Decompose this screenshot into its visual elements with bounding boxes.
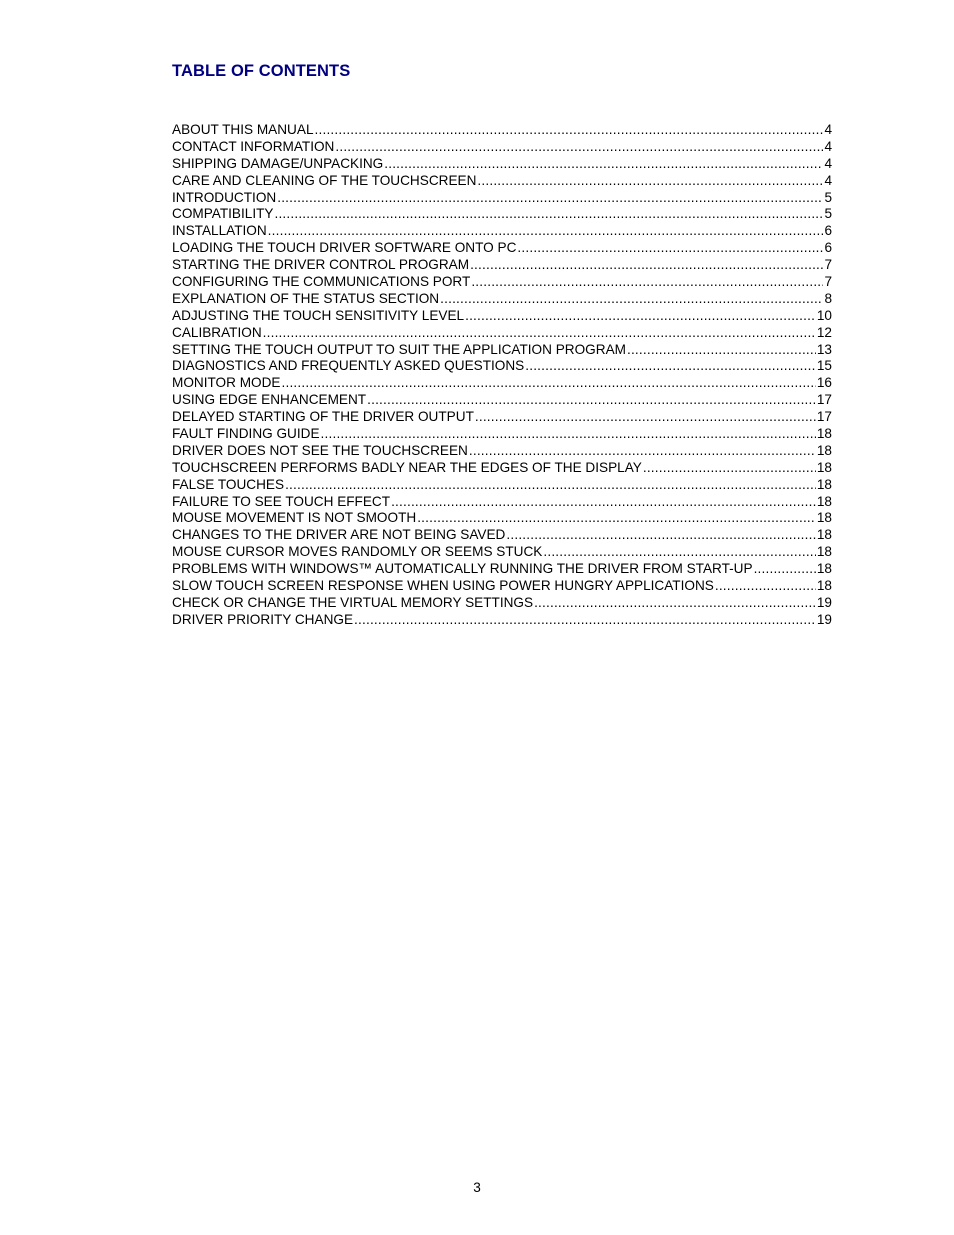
toc-leader-dots bbox=[471, 274, 823, 291]
toc-entry-title: COMPATIBILITY bbox=[172, 206, 274, 222]
toc-leader-dots bbox=[475, 409, 816, 426]
toc-entry-title: FALSE TOUCHES bbox=[172, 476, 285, 492]
toc-leader-dots bbox=[715, 578, 816, 595]
toc-entry-title: DRIVER DOES NOT SEE THE TOUCHSCREEN bbox=[172, 442, 468, 458]
toc-leader-dots bbox=[335, 139, 823, 156]
toc-entry-page: 13 bbox=[816, 341, 832, 357]
toc-entry[interactable] bbox=[172, 409, 832, 426]
toc-entry[interactable] bbox=[172, 190, 832, 207]
toc-entry-title: CONTACT INFORMATION bbox=[172, 138, 335, 154]
toc-entry-page: 18 bbox=[816, 426, 832, 442]
toc-leader-dots bbox=[517, 240, 823, 257]
toc-entry[interactable] bbox=[172, 358, 832, 375]
toc-entry[interactable] bbox=[172, 223, 832, 240]
toc-entry[interactable] bbox=[172, 122, 832, 139]
toc-leader-dots bbox=[543, 544, 816, 561]
table-of-contents bbox=[172, 122, 832, 629]
toc-entry-title: INSTALLATION bbox=[172, 223, 267, 239]
toc-entry-page: 8 bbox=[824, 290, 832, 306]
toc-entry[interactable] bbox=[172, 375, 832, 392]
toc-entry-page: 4 bbox=[824, 122, 832, 137]
toc-entry-page: 5 bbox=[824, 206, 832, 222]
toc-entry-page: 10 bbox=[816, 307, 832, 323]
toc-entry-page: 4 bbox=[824, 155, 832, 171]
toc-entry[interactable] bbox=[172, 527, 832, 544]
toc-entry[interactable] bbox=[172, 291, 832, 308]
toc-leader-dots bbox=[367, 392, 816, 409]
toc-leader-dots bbox=[534, 595, 816, 612]
toc-entry-page: 18 bbox=[816, 493, 832, 509]
toc-entry-page: 18 bbox=[816, 578, 832, 594]
toc-leader-dots bbox=[277, 190, 823, 207]
toc-leader-dots bbox=[469, 443, 816, 460]
toc-entry[interactable] bbox=[172, 156, 832, 173]
toc-entry[interactable] bbox=[172, 308, 832, 325]
toc-leader-dots bbox=[506, 527, 815, 544]
toc-leader-dots bbox=[321, 426, 816, 443]
toc-entry-title: ABOUT THIS MANUAL bbox=[172, 122, 314, 137]
toc-entry[interactable] bbox=[172, 392, 832, 409]
toc-entry-title: STARTING THE DRIVER CONTROL PROGRAM bbox=[172, 257, 470, 273]
toc-entry-title: SHIPPING DAMAGE/UNPACKING bbox=[172, 155, 384, 171]
toc-entry-title: CHANGES TO THE DRIVER ARE NOT BEING SAVED bbox=[172, 527, 506, 543]
toc-entry-title: DIAGNOSTICS AND FREQUENTLY ASKED QUESTIONS bbox=[172, 358, 525, 374]
toc-entry-title: INTRODUCTION bbox=[172, 189, 277, 205]
toc-entry-page: 6 bbox=[824, 223, 832, 239]
toc-entry-page: 17 bbox=[816, 392, 832, 408]
toc-entry[interactable] bbox=[172, 595, 832, 612]
toc-leader-dots bbox=[465, 308, 816, 325]
toc-entry[interactable] bbox=[172, 257, 832, 274]
toc-leader-dots bbox=[354, 612, 816, 629]
toc-entry-title: USING EDGE ENHANCEMENT bbox=[172, 392, 367, 408]
toc-leader-dots bbox=[391, 494, 816, 511]
toc-entry[interactable] bbox=[172, 561, 832, 578]
toc-entry[interactable] bbox=[172, 460, 832, 477]
toc-entry[interactable] bbox=[172, 443, 832, 460]
toc-entry-page: 18 bbox=[816, 459, 832, 475]
page-number: 3 bbox=[473, 1180, 481, 1195]
toc-entry[interactable] bbox=[172, 240, 832, 257]
toc-entry-page: 18 bbox=[816, 561, 832, 577]
toc-entry-title: DELAYED STARTING OF THE DRIVER OUTPUT bbox=[172, 409, 474, 425]
toc-entry-page: 5 bbox=[824, 189, 832, 205]
toc-leader-dots bbox=[470, 257, 823, 274]
toc-entry[interactable] bbox=[172, 578, 832, 595]
toc-entry-page: 19 bbox=[816, 594, 832, 610]
toc-leader-dots bbox=[627, 342, 816, 359]
toc-entry-title: MOUSE MOVEMENT IS NOT SMOOTH bbox=[172, 510, 417, 526]
toc-leader-dots bbox=[525, 358, 816, 375]
toc-entry[interactable] bbox=[172, 325, 832, 342]
toc-entry-title: FAILURE TO SEE TOUCH EFFECT bbox=[172, 493, 391, 509]
toc-entry[interactable] bbox=[172, 477, 832, 494]
toc-entry-page: 12 bbox=[816, 324, 832, 340]
toc-entry[interactable] bbox=[172, 342, 832, 359]
toc-leader-dots bbox=[268, 223, 824, 240]
toc-leader-dots bbox=[285, 477, 816, 494]
toc-leader-dots bbox=[274, 206, 823, 223]
toc-entry-title: MONITOR MODE bbox=[172, 375, 281, 391]
toc-entry-title: TOUCHSCREEN PERFORMS BADLY NEAR THE EDGES OF THE DISPLAY bbox=[172, 459, 642, 475]
toc-entry[interactable] bbox=[172, 173, 832, 190]
toc-entry-title: CARE AND CLEANING OF THE TOUCHSCREEN bbox=[172, 172, 477, 188]
toc-entry[interactable] bbox=[172, 426, 832, 443]
toc-entry-title: CHECK OR CHANGE THE VIRTUAL MEMORY SETTINGS bbox=[172, 594, 534, 610]
toc-entry-title: FAULT FINDING GUIDE bbox=[172, 426, 320, 442]
toc-entry-page: 18 bbox=[816, 527, 832, 543]
toc-entry-page: 7 bbox=[824, 274, 832, 290]
toc-leader-dots bbox=[440, 291, 823, 308]
toc-entry[interactable] bbox=[172, 494, 832, 511]
toc-entry-page: 4 bbox=[824, 172, 832, 188]
toc-entry-page: 16 bbox=[816, 375, 832, 391]
toc-leader-dots bbox=[643, 460, 816, 477]
toc-entry[interactable] bbox=[172, 139, 832, 156]
toc-entry-page: 17 bbox=[816, 409, 832, 425]
toc-leader-dots bbox=[417, 510, 816, 527]
toc-entry[interactable] bbox=[172, 612, 832, 629]
toc-entry-title: ADJUSTING THE TOUCH SENSITIVITY LEVEL bbox=[172, 307, 465, 323]
toc-entry-page: 15 bbox=[816, 358, 832, 374]
toc-leader-dots bbox=[384, 156, 823, 173]
toc-entry-page: 18 bbox=[816, 544, 832, 560]
toc-entry-title: EXPLANATION OF THE STATUS SECTION bbox=[172, 290, 440, 306]
toc-entry-title: CONFIGURING THE COMMUNICATIONS PORT bbox=[172, 274, 471, 290]
toc-entry-title: LOADING THE TOUCH DRIVER SOFTWARE ONTO PC bbox=[172, 240, 517, 256]
toc-entry-title: CALIBRATION bbox=[172, 324, 262, 340]
toc-leader-dots bbox=[263, 325, 816, 342]
toc-entry[interactable] bbox=[172, 274, 832, 291]
page-title: TABLE OF CONTENTS bbox=[172, 62, 351, 80]
toc-entry-title: SLOW TOUCH SCREEN RESPONSE WHEN USING POWER HUNGRY APPLICATIONS bbox=[172, 578, 714, 594]
toc-entry-title: DRIVER PRIORITY CHANGE bbox=[172, 611, 354, 627]
toc-entry-page: 18 bbox=[816, 442, 832, 458]
toc-entry-page: 18 bbox=[816, 476, 832, 492]
toc-entry-page: 7 bbox=[824, 257, 832, 273]
toc-entry-page: 18 bbox=[816, 510, 832, 526]
toc-entry-page: 4 bbox=[824, 138, 832, 154]
toc-entry-title: MOUSE CURSOR MOVES RANDOMLY OR SEEMS STUCK bbox=[172, 544, 543, 560]
toc-leader-dots bbox=[477, 173, 823, 190]
toc-entry-page: 19 bbox=[816, 611, 832, 627]
toc-entry-page: 6 bbox=[824, 240, 832, 256]
toc-entry[interactable] bbox=[172, 206, 832, 223]
toc-leader-dots bbox=[315, 122, 824, 139]
toc-leader-dots bbox=[754, 561, 816, 578]
toc-entry[interactable] bbox=[172, 544, 832, 561]
toc-entry-title: PROBLEMS WITH WINDOWS™ AUTOMATICALLY RUNNING THE DRIVER FROM START-UP bbox=[172, 561, 753, 577]
toc-entry-title: SETTING THE TOUCH OUTPUT TO SUIT THE APPLICATION PROGRAM bbox=[172, 341, 626, 357]
toc-entry[interactable] bbox=[172, 510, 832, 527]
toc-leader-dots bbox=[282, 375, 816, 392]
